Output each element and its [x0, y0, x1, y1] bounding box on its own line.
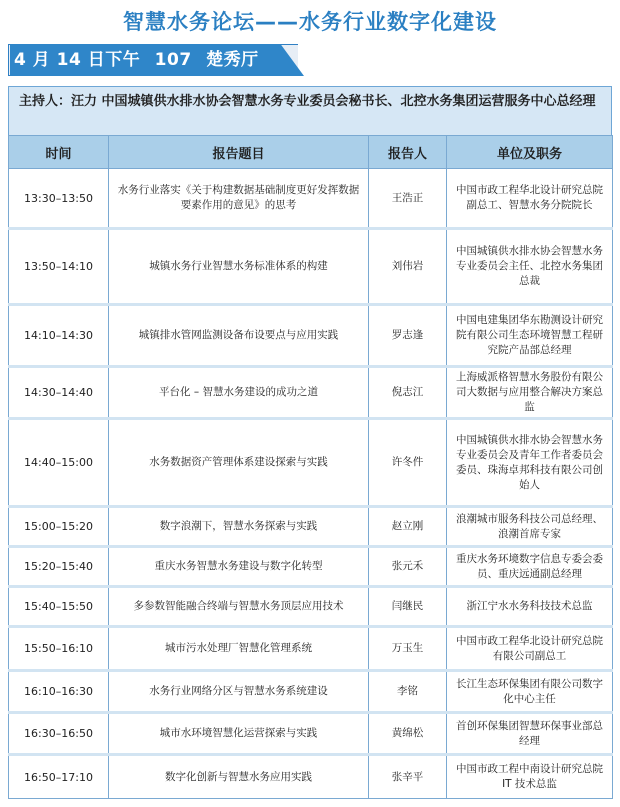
row-speaker: 黄绵松	[369, 713, 447, 755]
row-affiliation: 上海威派格智慧水务股份有限公司大数据与应用整合解决方案总监	[447, 367, 613, 419]
row-time: 16:50–17:10	[9, 755, 109, 799]
row-topic: 平台化 – 智慧水务建设的成功之道	[109, 367, 369, 419]
session-date: 4 月 14 日下午	[14, 50, 141, 70]
row-affiliation: 中国城镇供水排水协会智慧水务专业委员会及青年工作者委员会委员、珠海卓邦科技有限公司创始人	[447, 419, 613, 507]
row-topic: 水务行业落实《关于构建数据基础制度更好发挥数据要素作用的意见》的思考	[109, 169, 369, 229]
row-topic: 城市污水处理厂智慧化管理系统	[109, 627, 369, 671]
session-room-number: 107	[154, 50, 192, 70]
row-speaker: 许冬件	[369, 419, 447, 507]
row-affiliation: 长江生态环保集团有限公司数字化中心主任	[447, 671, 613, 713]
row-speaker: 罗志逢	[369, 305, 447, 367]
table-header-row	[9, 136, 613, 169]
table-row	[9, 419, 613, 507]
row-affiliation: 重庆水务环境数字信息专委会委员、重庆远通副总经理	[447, 547, 613, 587]
row-time: 15:40–15:50	[9, 587, 109, 627]
row-speaker: 刘伟岩	[369, 229, 447, 305]
table-row	[9, 367, 613, 419]
row-speaker: 张辛平	[369, 755, 447, 799]
row-speaker: 万玉生	[369, 627, 447, 671]
row-time: 16:30–16:50	[9, 713, 109, 755]
row-topic: 水务行业网络分区与智慧水务系统建设	[109, 671, 369, 713]
row-affiliation: 中国市政工程华北设计研究总院副总工、智慧水务分院院长	[447, 169, 613, 229]
row-topic: 水务数据资产管理体系建设探索与实践	[109, 419, 369, 507]
table-row	[9, 627, 613, 671]
row-affiliation: 浙江宁水水务科技技术总监	[447, 587, 613, 627]
table-row	[9, 305, 613, 367]
table-row	[9, 587, 613, 627]
header-speaker: 报告人	[369, 136, 447, 169]
row-speaker: 赵立刚	[369, 507, 447, 547]
header-time: 时间	[9, 136, 109, 169]
row-time: 14:40–15:00	[9, 419, 109, 507]
row-affiliation: 中国电建集团华东勘测设计研究院有限公司生态环境智慧工程研究院产品部总经理	[447, 305, 613, 367]
row-affiliation: 中国市政工程中南设计研究总院 IT 技术总监	[447, 755, 613, 799]
host-info: 主持人：汪力 中国城镇供水排水协会智慧水务专业委员会秘书长、北控水务集团运营服务中心总经理	[8, 86, 612, 136]
row-time: 13:30–13:50	[9, 169, 109, 229]
row-time: 15:20–15:40	[9, 547, 109, 587]
table-row	[9, 671, 613, 713]
session-room-name: 楚秀厅	[206, 50, 259, 70]
table-row	[9, 713, 613, 755]
row-speaker: 倪志江	[369, 367, 447, 419]
row-topic: 多参数智能融合终端与智慧水务顶层应用技术	[109, 587, 369, 627]
session-info	[14, 44, 267, 76]
table-row	[9, 229, 613, 305]
row-time: 16:10–16:30	[9, 671, 109, 713]
row-affiliation: 中国市政工程华北设计研究总院有限公司副总工	[447, 627, 613, 671]
table-row	[9, 507, 613, 547]
row-speaker: 李铭	[369, 671, 447, 713]
table-row	[9, 547, 613, 587]
row-time: 13:50–14:10	[9, 229, 109, 305]
header-affiliation: 单位及职务	[447, 136, 613, 169]
row-time: 14:10–14:30	[9, 305, 109, 367]
row-topic: 城镇水务行业智慧水务标准体系的构建	[109, 229, 369, 305]
row-topic: 城市水环境智慧化运营探索与实践	[109, 713, 369, 755]
schedule-table	[8, 135, 613, 799]
row-speaker: 闫继民	[369, 587, 447, 627]
table-row	[9, 755, 613, 799]
row-affiliation: 中国城镇供水排水协会智慧水务专业委员会主任、北控水务集团总裁	[447, 229, 613, 305]
row-time: 15:50–16:10	[9, 627, 109, 671]
row-topic: 重庆水务智慧水务建设与数字化转型	[109, 547, 369, 587]
row-affiliation: 浪潮城市服务科技公司总经理、浪潮首席专家	[447, 507, 613, 547]
table-row	[9, 169, 613, 229]
row-speaker: 王浩正	[369, 169, 447, 229]
row-time: 14:30–14:40	[9, 367, 109, 419]
row-topic: 数字浪潮下，智慧水务探索与实践	[109, 507, 369, 547]
row-topic: 城镇排水管网监测设备布设要点与应用实践	[109, 305, 369, 367]
row-affiliation: 首创环保集团智慧环保事业部总经理	[447, 713, 613, 755]
row-time: 15:00–15:20	[9, 507, 109, 547]
header-topic: 报告题目	[109, 136, 369, 169]
page-title: 智慧水务论坛——水务行业数字化建设	[123, 10, 497, 34]
row-speaker: 张元禾	[369, 547, 447, 587]
row-topic: 数字化创新与智慧水务应用实践	[109, 755, 369, 799]
